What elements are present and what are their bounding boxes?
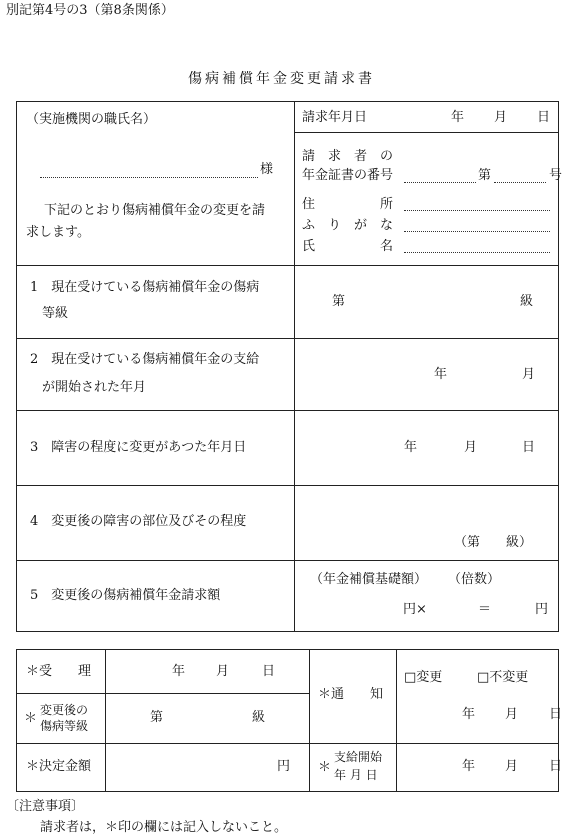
bottom-vline-1 <box>105 649 106 792</box>
start-month: 月 <box>505 759 519 774</box>
start-day: 日 <box>549 759 563 774</box>
start-label-line2: 年 月 日 <box>334 768 378 782</box>
row3-month: 月 <box>464 440 478 455</box>
date-month: 月 <box>494 110 508 125</box>
receipt-year: 年 <box>172 664 186 679</box>
notify-year: 年 <box>462 707 476 722</box>
row1-label-line2: 等級 <box>42 306 69 321</box>
address-label: 住 所 <box>302 197 394 212</box>
row1-label-line1: 1 現在受けている傷病補償年金の傷病 <box>30 280 260 295</box>
change-checkbox[interactable]: □変更 <box>404 670 443 685</box>
form-title: 傷病補償年金変更請求書 <box>188 71 375 87</box>
row2-label-line2: が開始された年月 <box>42 380 147 395</box>
row-divider-4 <box>16 485 559 486</box>
notify-label: ＊通 知 <box>318 687 384 702</box>
receipt-label: ＊受 理 <box>26 664 92 679</box>
cert-dai: 第 <box>478 168 492 183</box>
no-change-checkbox[interactable]: □不変更 <box>477 670 529 685</box>
grade-dai: 第 <box>150 710 164 725</box>
cert-go: 号 <box>549 168 563 183</box>
row-divider-1 <box>16 265 559 266</box>
start-label-line1: 支給開始 <box>334 750 383 764</box>
name-label: 氏 名 <box>302 239 394 254</box>
row-divider-3 <box>16 410 559 411</box>
notify-day: 日 <box>549 707 563 722</box>
row5-base-label: （年金補償基礎額） <box>310 572 428 587</box>
row1-dai: 第 <box>332 294 346 309</box>
row-divider-5 <box>16 560 559 561</box>
furigana-field[interactable] <box>404 231 550 232</box>
bottom-hline-1 <box>16 693 309 694</box>
date-label: 請求年月日 <box>302 110 368 125</box>
bottom-vline-2 <box>309 649 310 792</box>
furigana-label: ふ り が な <box>302 218 394 233</box>
row3-year: 年 <box>404 440 418 455</box>
name-field[interactable] <box>404 252 550 253</box>
start-year: 年 <box>462 759 476 774</box>
cert-number-field[interactable] <box>404 182 476 183</box>
row3-day: 日 <box>522 440 536 455</box>
row5-label: 5 変更後の傷病補償年金請求額 <box>30 588 221 603</box>
bottom-hline-2 <box>16 743 559 744</box>
form-reference: 別記第4号の3（第8条関係） <box>6 3 174 18</box>
cert-label-line1: 請 求 者 の <box>302 149 394 164</box>
notes-heading: 〔注意事項〕 <box>6 799 85 814</box>
receipt-month: 月 <box>216 664 230 679</box>
sama-label: 様 <box>260 162 274 177</box>
cert-go-field[interactable] <box>494 182 546 183</box>
notes-text: 請求者は，＊印の欄には記入しないこと。 <box>40 820 288 835</box>
column-divider <box>294 101 295 632</box>
row2-month: 月 <box>522 367 536 382</box>
row1-kyu: 級 <box>520 294 534 309</box>
divider-date <box>294 132 559 133</box>
notify-month: 月 <box>505 707 519 722</box>
row4-label: 4 変更後の障害の部位及びその程度 <box>30 514 247 529</box>
date-year: 年 <box>451 110 465 125</box>
row5-mult-label: （倍数） <box>448 572 501 587</box>
amount-yen: 円 <box>277 759 291 774</box>
start-star: ＊ <box>318 760 332 775</box>
address-field[interactable] <box>404 210 550 211</box>
grade-label-line2: 傷病等級 <box>40 719 89 733</box>
amount-label: ＊決定金額 <box>26 759 92 774</box>
request-text-line2: 求します。 <box>26 225 90 240</box>
grade-star: ＊ <box>24 711 38 726</box>
row2-label-line1: 2 現在受けている傷病補償年金の支給 <box>30 352 260 367</box>
row-divider-2 <box>16 338 559 339</box>
org-label: （実施機関の職氏名） <box>26 112 157 127</box>
cert-label-line2: 年金証書の番号 <box>302 168 394 183</box>
grade-kyu: 級 <box>252 710 266 725</box>
grade-label-line1: 変更後の <box>40 703 89 717</box>
row5-yen2: 円 <box>535 602 549 617</box>
request-text-line1: 下記のとおり傷病補償年金の変更を請 <box>44 203 266 218</box>
bottom-vline-3 <box>396 649 397 792</box>
receipt-day: 日 <box>262 664 276 679</box>
row4-grade: （第 級） <box>454 535 533 550</box>
row5-yen1: 円× <box>403 602 427 617</box>
date-day: 日 <box>537 110 551 125</box>
org-name-field[interactable] <box>40 177 258 178</box>
row3-label: 3 障害の程度に変更があつた年月日 <box>30 440 247 455</box>
row5-equals: ＝ <box>478 602 492 617</box>
row2-year: 年 <box>434 367 448 382</box>
